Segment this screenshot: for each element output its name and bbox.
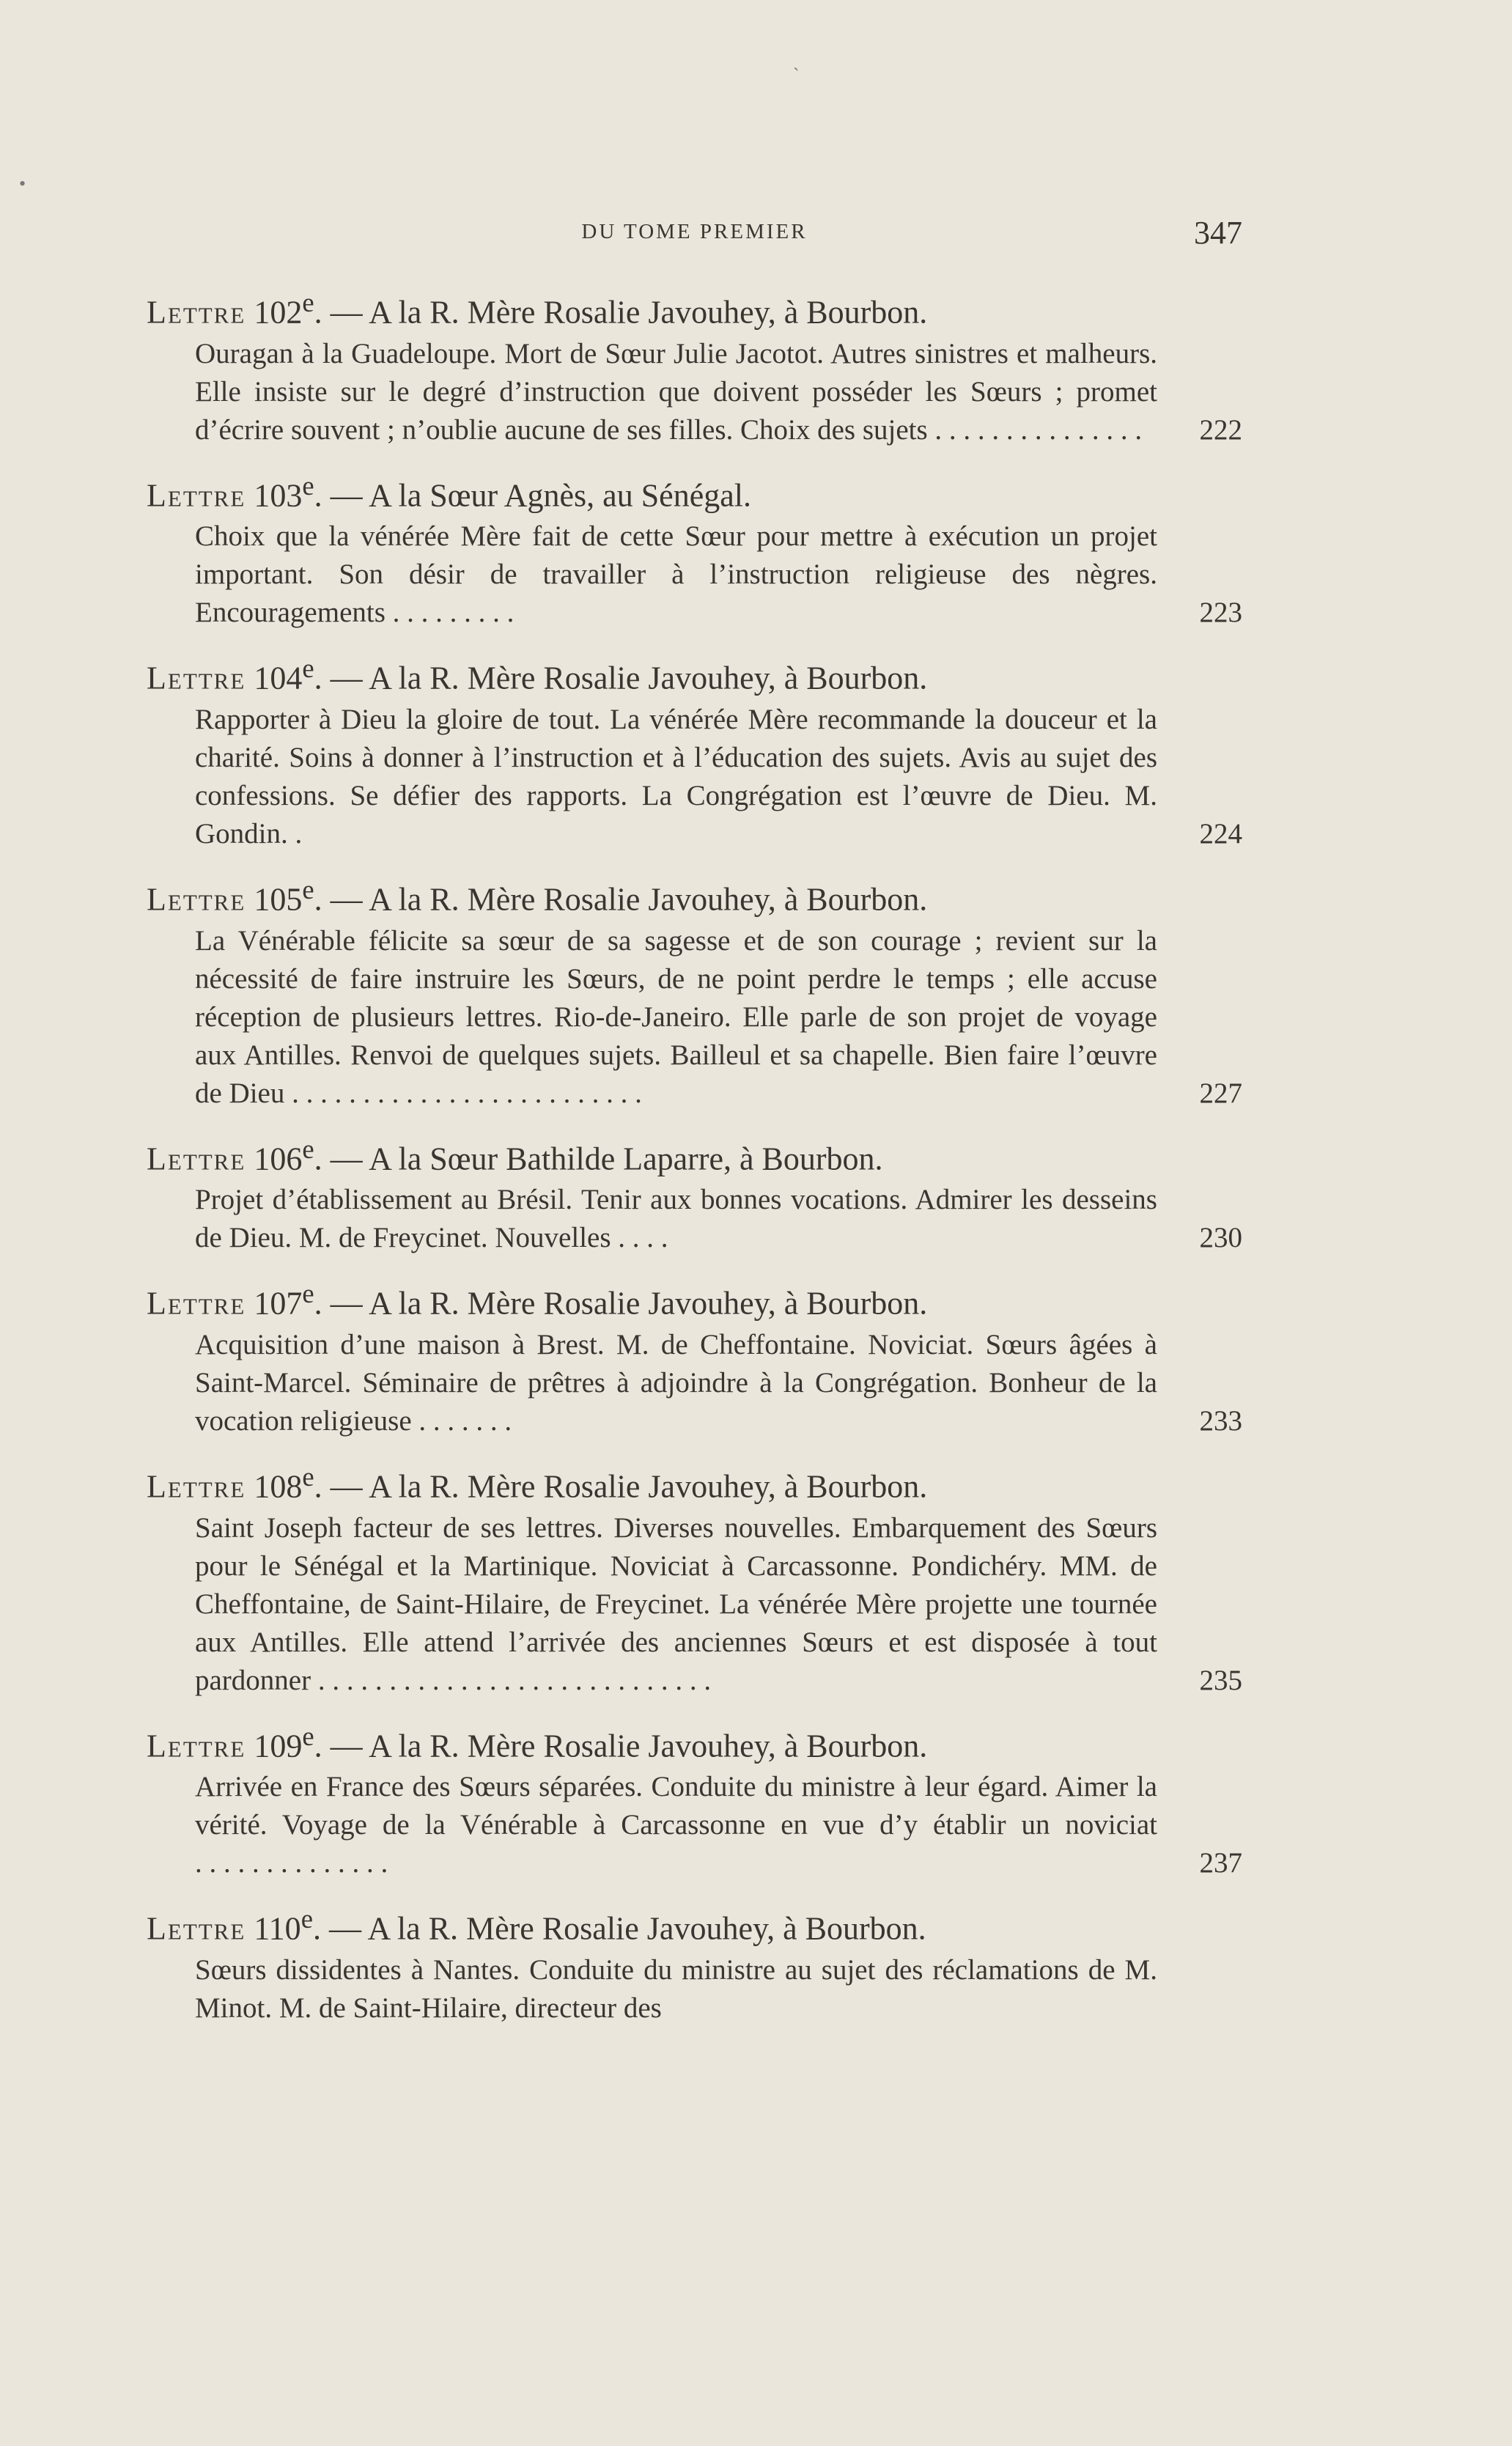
letter-heading: Lettre 105e. — A la R. Mère Rosalie Javouhey, à Bourbon. (147, 874, 928, 918)
dot-leader: . (287, 817, 303, 850)
dot-leader: . . . . (611, 1222, 668, 1254)
letter-number: 102 (254, 294, 303, 331)
letter-heading: Lettre 108e. — A la R. Mère Rosalie Javouhey, à Bourbon. (147, 1461, 928, 1505)
letter-heading: Lettre 103e. — A la Sœur Agnès, au Sénégal. (147, 470, 751, 514)
letter-number: 110 (254, 1910, 301, 1947)
page-reference: 233 (1199, 1404, 1242, 1437)
letter-summary: Acquisition d’une maison à Brest. M. de Cheffontaine. Noviciat. Sœurs âgées à Saint-Marcel. Séminaire de prêtres à adjoindre à la Congrégation. Bonheur de la vocation religieuse . . . . . . . 233 (195, 1326, 1157, 1440)
letter-summary: La Vénérable félicite sa sœur de sa sagesse et de son courage ; revient sur la nécessité de faire instruire les Sœurs, de ne point perdre le temps ; elle accuse réception de plusieurs lettres. Rio-de-Janeiro. Elle parle de son projet de voyage aux Antilles. Renvoi de quelques sujets. Bailleul et sa chapelle. Bien faire l’œuvre de Dieu . . . . . . . . . . . . . . . . . . . . . . . . . 227 (195, 922, 1157, 1113)
letter-recipient: . — A la R. Mère Rosalie Javouhey, à Bourbon. (312, 1910, 926, 1947)
letter-summary: Arrivée en France des Sœurs séparées. Conduite du ministre à leur égard. Aimer la vérité. Voyage de la Vénérable à Carcassonne en vue d’y établir un noviciat . . . . . . . . . . . . . . 237 (195, 1768, 1157, 1882)
letter-summary: Choix que la vénérée Mère fait de cette Sœur pour mettre à exécution un projet important. Son désir de travailler à l’instruction religieuse des nègres. Encouragements . . . . . . . . . 223 (195, 517, 1157, 632)
letter-recipient: . — A la R. Mère Rosalie Javouhey, à Bourbon. (314, 1285, 928, 1322)
letter-recipient: . — A la R. Mère Rosalie Javouhey, à Bourbon. (314, 294, 928, 331)
toc-entry (147, 464, 1242, 633)
letter-recipient: . — A la Sœur Bathilde Laparre, à Bourbon. (314, 1141, 883, 1177)
scan-mark: ˎ (793, 50, 800, 71)
letter-number: 108 (254, 1468, 303, 1505)
toc-entry (147, 647, 1242, 853)
letter-heading: Lettre 109e. — A la R. Mère Rosalie Javouhey, à Bourbon. (147, 1720, 928, 1764)
letter-recipient: . — A la R. Mère Rosalie Javouhey, à Bourbon. (314, 1728, 928, 1764)
scan-mark: • (19, 173, 26, 194)
toc-entry (147, 1897, 1242, 2027)
dot-leader: . . . . . . . . . . . . . . . (927, 413, 1143, 446)
dot-leader: . . . . . . . . . . . . . . . . . . . . . . . . . . . . (311, 1664, 712, 1696)
toc-entry (147, 281, 1242, 449)
page-reference: 235 (1199, 1664, 1242, 1696)
page-reference: 237 (1199, 1847, 1242, 1879)
letter-heading: Lettre 102e. — A la R. Mère Rosalie Javouhey, à Bourbon. (147, 287, 928, 331)
letter-summary: Rapporter à Dieu la gloire de tout. La vénérée Mère recommande la douceur et la charité. Soins à donner à l’instruction et à l’éducation des sujets. Avis au sujet des confessions. Se défier des rapports. La Congrégation est l’œuvre de Dieu. M. Gondin. . 224 (195, 701, 1157, 853)
toc-entry (147, 1455, 1242, 1700)
letter-number: 104 (254, 660, 303, 696)
toc-entry (147, 868, 1242, 1113)
toc-entry (147, 1714, 1242, 1883)
letter-heading: Lettre 110e. — A la R. Mère Rosalie Javouhey, à Bourbon. (147, 1904, 926, 1947)
letter-heading: Lettre 106e. — A la Sœur Bathilde Laparre, à Bourbon. (147, 1133, 883, 1177)
letter-label: Lettre (147, 1468, 246, 1505)
dot-leader: . . . . . . . . . . . . . . (195, 1847, 388, 1879)
page-reference: 224 (1199, 817, 1242, 850)
letter-recipient: . — A la R. Mère Rosalie Javouhey, à Bourbon. (314, 660, 928, 696)
letter-number: 103 (254, 477, 303, 514)
letter-label: Lettre (147, 1728, 246, 1764)
dot-leader: . . . . . . . (411, 1404, 512, 1437)
letter-heading: Lettre 107e. — A la R. Mère Rosalie Javouhey, à Bourbon. (147, 1278, 928, 1322)
letter-number: 105 (254, 881, 303, 918)
page-header (147, 214, 1242, 249)
letter-number: 107 (254, 1285, 303, 1322)
letter-label: Lettre (147, 881, 246, 918)
letter-summary: Sœurs dissidentes à Nantes. Conduite du ministre au sujet des réclamations de M. Minot. M. de Saint-Hilaire, directeur des (195, 1953, 1157, 2024)
letter-label: Lettre (147, 660, 246, 696)
letter-label: Lettre (147, 1910, 246, 1947)
letter-summary: Projet d’établissement au Brésil. Tenir aux bonnes vocations. Admirer les desseins de Dieu. M. de Freycinet. Nouvelles . . . . 230 (195, 1181, 1157, 1257)
letter-label: Lettre (147, 477, 246, 514)
page-reference: 227 (1199, 1077, 1242, 1109)
page-reference: 222 (1199, 413, 1242, 446)
letter-recipient: . — A la R. Mère Rosalie Javouhey, à Bourbon. (314, 881, 928, 918)
dot-leader: . . . . . . . . . . . . . . . . . . . . . . . . . (284, 1077, 642, 1109)
page-reference: 223 (1199, 597, 1242, 629)
letter-label: Lettre (147, 1285, 246, 1322)
dot-leader: . . . . . . . . . (385, 597, 515, 629)
letter-number: 106 (254, 1141, 303, 1177)
letter-heading: Lettre 104e. — A la R. Mère Rosalie Javouhey, à Bourbon. (147, 653, 928, 696)
letter-summary: Saint Joseph facteur de ses lettres. Diverses nouvelles. Embarquement des Sœurs pour le Sénégal et la Martinique. Noviciat à Carcassonne. Pondichéry. MM. de Cheffontaine, de Saint-Hilaire, de Freycinet. La vénérée Mère projette une tournée aux Antilles. Elle attend l’arrivée des anciennes Sœurs et est disposée à tout pardonner . . . . . . . . . . . . . . . . . . . . . . . . . . . . 235 (195, 1509, 1157, 1700)
letter-recipient: . — A la Sœur Agnès, au Sénégal. (314, 477, 751, 514)
page-reference: 230 (1199, 1222, 1242, 1254)
running-title: DU TOME PREMIER (581, 220, 808, 243)
letter-label: Lettre (147, 1141, 246, 1177)
table-of-contents (147, 281, 1242, 2042)
letter-recipient: . — A la R. Mère Rosalie Javouhey, à Bourbon. (314, 1468, 928, 1505)
letter-label: Lettre (147, 294, 246, 331)
letter-number: 109 (254, 1728, 303, 1764)
toc-entry (147, 1272, 1242, 1440)
toc-entry (147, 1127, 1242, 1258)
letter-summary: Ouragan à la Guadeloupe. Mort de Sœur Julie Jacotot. Autres sinistres et malheurs. Elle insiste sur le degré d’instruction que doivent posséder les Sœurs ; promet d’écrire souvent ; n’oublie aucune de ses filles. Choix des sujets . . . . . . . . . . . . . . . 222 (195, 335, 1157, 449)
page-number: 347 (1194, 215, 1242, 251)
